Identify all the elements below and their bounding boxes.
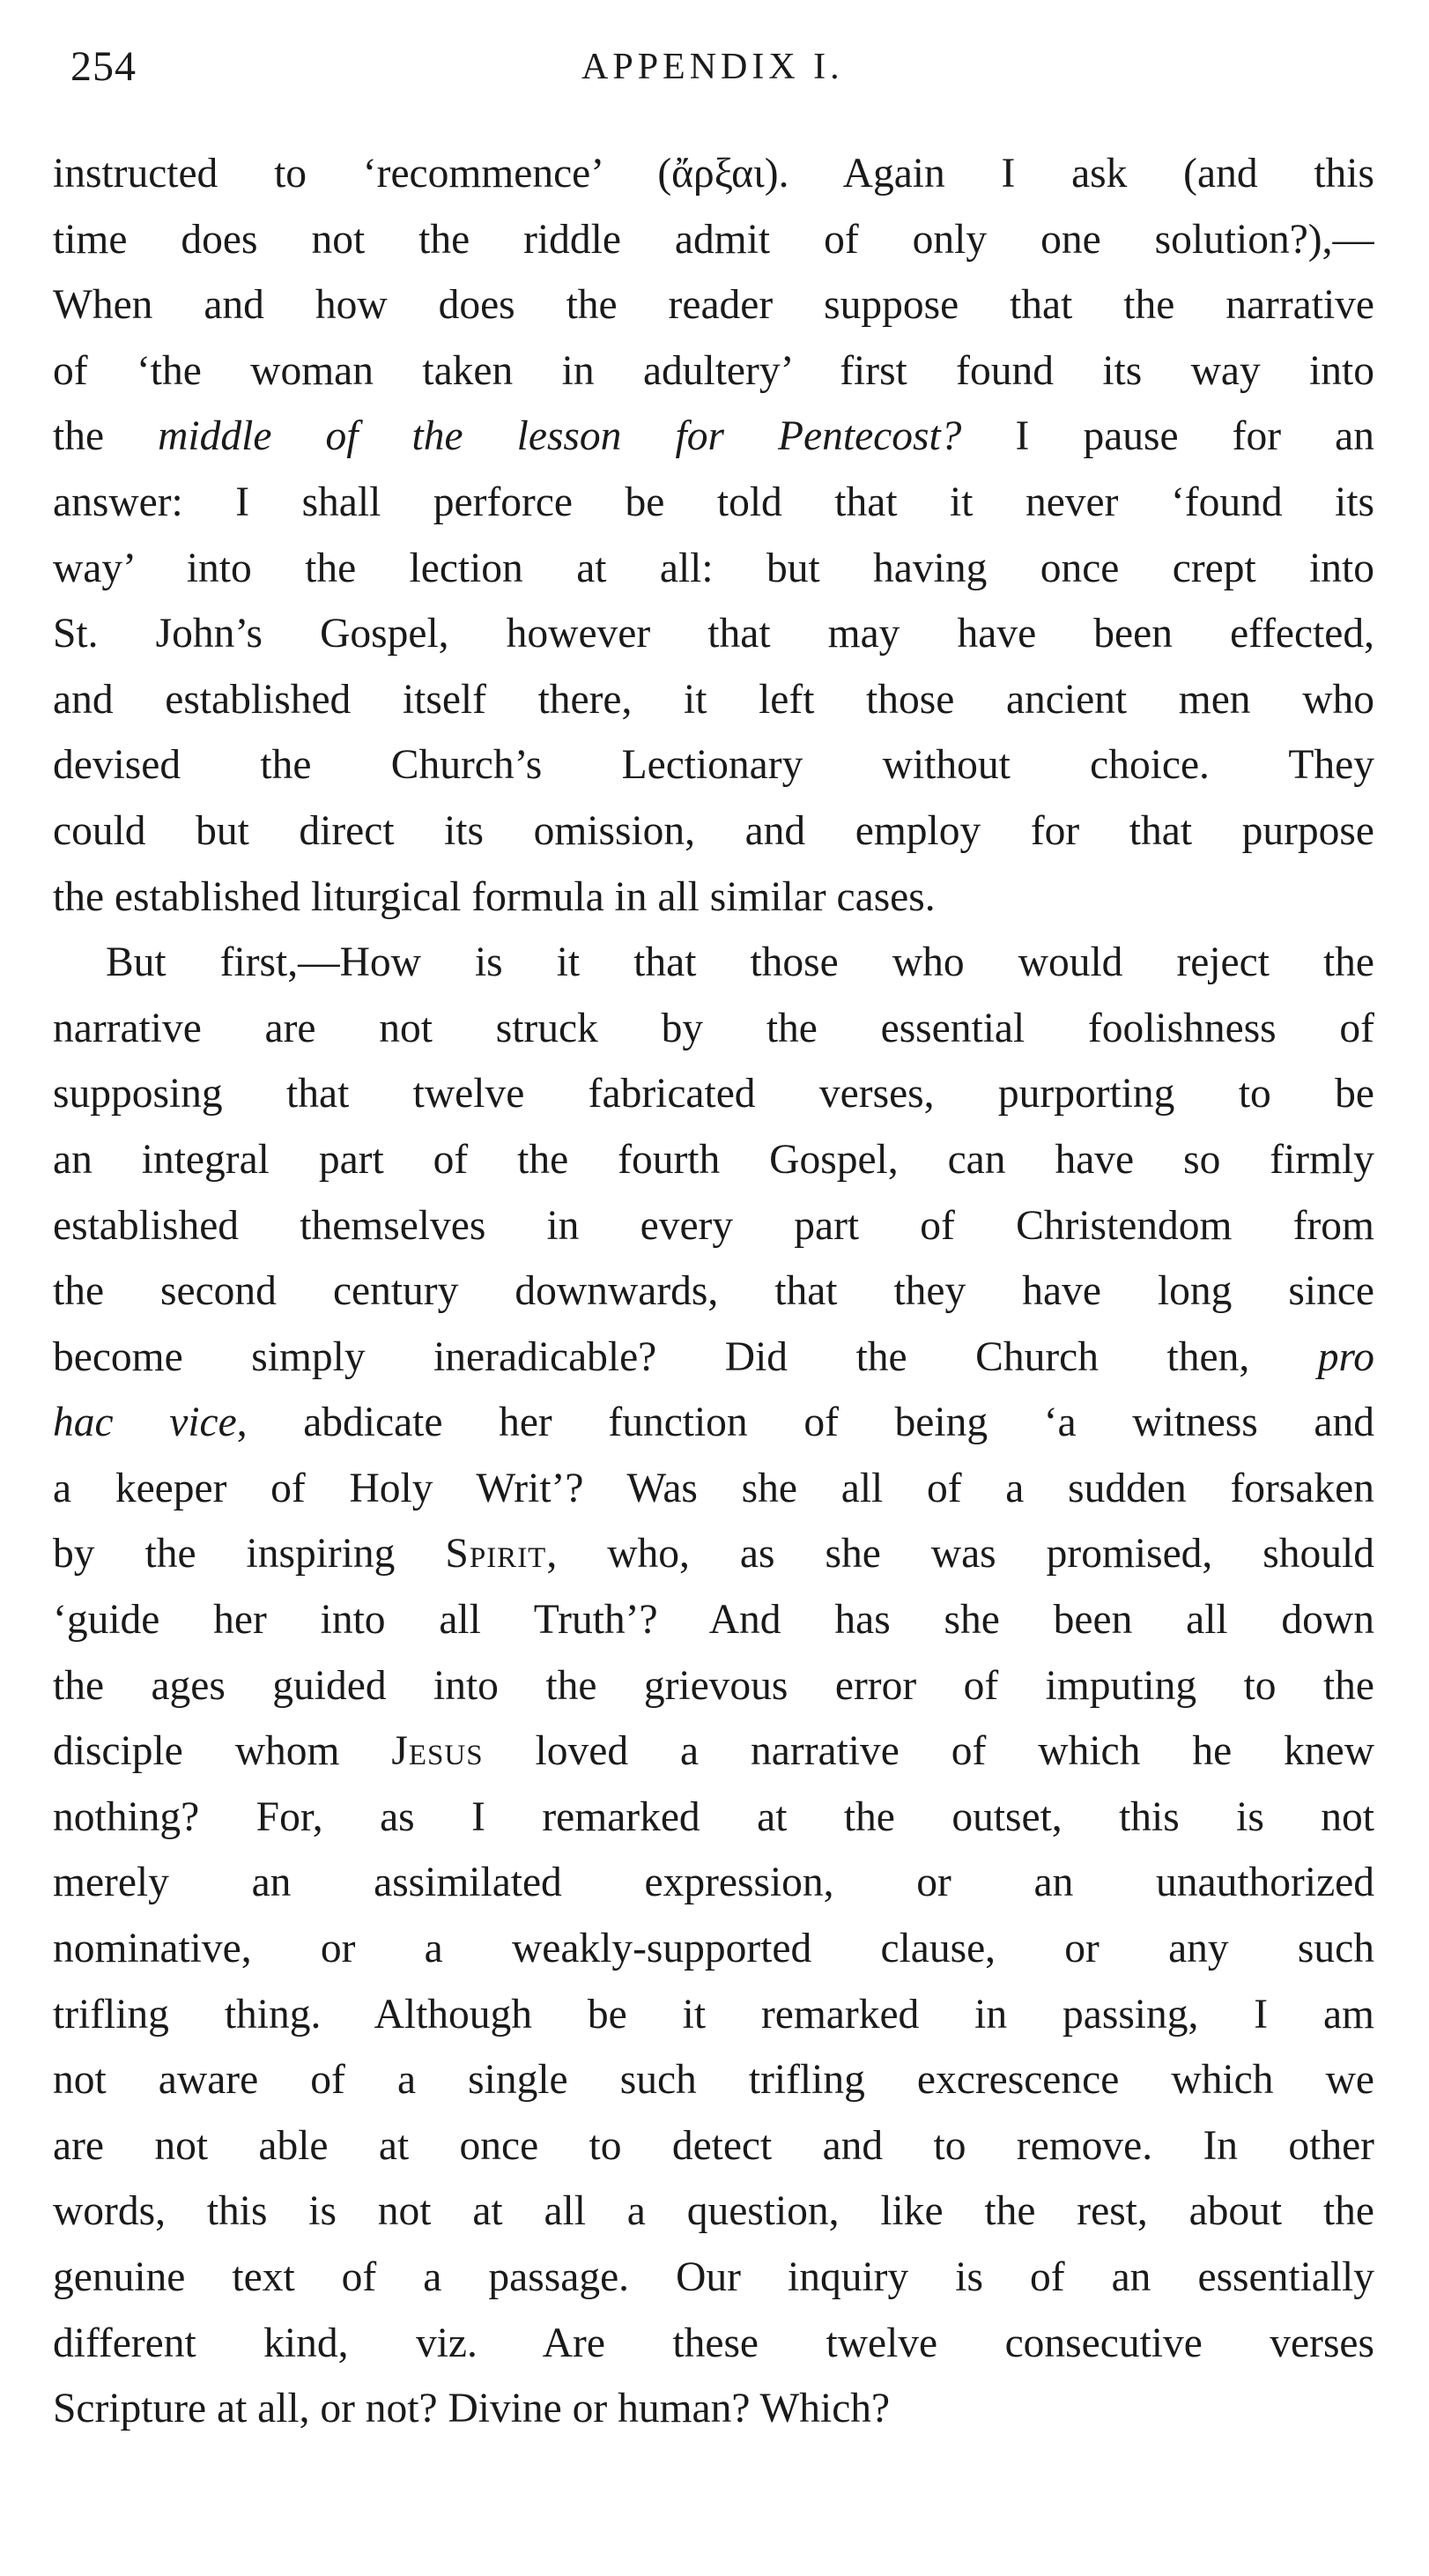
- text-line: [53, 667, 1374, 733]
- text-line: [53, 2376, 1374, 2442]
- text-line: [53, 1456, 1374, 1522]
- text-segment: But first,—How is it that those who would reject the: [106, 939, 1374, 986]
- text-line: [53, 470, 1374, 536]
- text-segment: When and how does the reader suppose that the narrative: [53, 282, 1374, 329]
- text-line: [53, 1258, 1374, 1325]
- text-segment: of ‘the woman taken in adultery’ first found its way into: [53, 347, 1374, 394]
- text-line: [53, 930, 1374, 996]
- text-line: [53, 865, 1374, 931]
- text-line: [53, 996, 1374, 1062]
- text-segment: and established itself there, it left those ancient men who: [53, 676, 1374, 723]
- text-segment: narrative are not struck by the essential foolishness of: [53, 1005, 1374, 1051]
- text-segment: loved a narrative of which he knew: [483, 1728, 1374, 1775]
- text-segment: a keeper of Holy Writ’? Was she all of a sudden forsaken: [53, 1465, 1374, 1511]
- text-line: [53, 1521, 1374, 1587]
- text-line: [53, 1193, 1374, 1259]
- text-line: [53, 732, 1374, 798]
- italic-text: pro: [1317, 1333, 1374, 1380]
- text-segment: nominative, or a weakly-supported clause, or any such: [53, 1926, 1374, 1972]
- running-head: APPENDIX I.: [581, 47, 844, 87]
- text-segment: different kind, viz. Are these twelve consecutive verses: [53, 2320, 1374, 2366]
- text-line: [53, 141, 1374, 207]
- text-segment: disciple whom: [53, 1728, 392, 1775]
- text-segment: way’ into the lection at all: but having once crept into: [53, 545, 1374, 591]
- text-segment: words, this is not at all a question, like the rest, about the: [53, 2188, 1374, 2235]
- text-line: [53, 2311, 1374, 2377]
- text-line: [53, 1390, 1374, 1456]
- text-segment: Scripture at all, or not? Divine or human? Which?: [53, 2386, 891, 2432]
- small-caps-text: Spirit: [445, 1531, 547, 1578]
- text-segment: merely an assimilated expression, or an unauthorized: [53, 1860, 1374, 1906]
- small-caps-text: Jesus: [391, 1728, 484, 1775]
- text-line: [53, 1061, 1374, 1127]
- text-line: [53, 1325, 1374, 1391]
- text-segment: instructed to ‘recommence’ (ἄρξαι). Again I ask (and this: [53, 151, 1374, 197]
- text-segment: by the inspiring: [53, 1531, 446, 1578]
- text-line: [53, 1587, 1374, 1653]
- text-line: [53, 1127, 1374, 1193]
- text-line: [53, 2113, 1374, 2179]
- text-line: [53, 536, 1374, 602]
- text-segment: the second century downwards, that they have long since: [53, 1268, 1374, 1315]
- text-line: [53, 1916, 1374, 1982]
- text-line: [53, 1785, 1374, 1851]
- italic-text: hac vice: [53, 1399, 237, 1446]
- text-segment: are not able at once to detect and to remove. In other: [53, 2122, 1374, 2169]
- text-segment: the ages guided into the grievous error of imputing to the: [53, 1662, 1374, 1709]
- italic-text: middle of the lesson for Pentecost?: [158, 413, 962, 460]
- text-line: [53, 2245, 1374, 2311]
- text-segment: the: [53, 413, 159, 460]
- text-line: [53, 272, 1374, 338]
- text-segment: become simply ineradicable? Did the Church then,: [53, 1333, 1318, 1380]
- text-segment: not aware of a single such trifling excrescence which we: [53, 2057, 1374, 2104]
- text-segment: , who, as she was promised, should: [546, 1531, 1374, 1578]
- text-segment: I pause for an: [961, 413, 1374, 460]
- text-line: [53, 338, 1374, 405]
- body-text: [53, 141, 1374, 2442]
- text-segment: supposing that twelve fabricated verses, purporting to be: [53, 1071, 1374, 1117]
- text-line: [53, 2179, 1374, 2245]
- text-segment: time does not the riddle admit of only one solution?),—: [53, 216, 1374, 263]
- text-segment: nothing? For, as I remarked at the outset, this is not: [53, 1793, 1374, 1840]
- text-line: [53, 207, 1374, 273]
- text-segment: trifling thing. Although be it remarked in passing, I am: [53, 1991, 1374, 2038]
- text-segment: could but direct its omission, and employ for that purpose: [53, 807, 1374, 854]
- page-number: 254: [70, 43, 137, 90]
- text-segment: the established liturgical formula in all similar cases.: [53, 873, 936, 920]
- text-segment: devised the Church’s Lectionary without choice. They: [53, 742, 1374, 789]
- text-line: [53, 1850, 1374, 1916]
- text-line: [53, 798, 1374, 865]
- text-segment: an integral part of the fourth Gospel, can have so firmly: [53, 1136, 1374, 1183]
- text-line: [53, 601, 1374, 667]
- text-segment: answer: I shall perforce be told that it never ‘found its: [53, 479, 1374, 525]
- text-line: [53, 1719, 1374, 1785]
- text-segment: genuine text of a passage. Our inquiry is of an essentially: [53, 2254, 1374, 2300]
- page-header: [0, 42, 1429, 104]
- text-line: [53, 1653, 1374, 1719]
- text-segment: ‘guide her into all Truth’? And has she been all down: [53, 1597, 1374, 1644]
- text-segment: St. John’s Gospel, however that may have been effected,: [53, 611, 1374, 657]
- text-segment: established themselves in every part of Christendom from: [53, 1202, 1374, 1249]
- text-segment: , abdicate her function of being ‘a witness and: [236, 1399, 1374, 1446]
- text-line: [53, 404, 1374, 470]
- text-line: [53, 2047, 1374, 2113]
- text-line: [53, 1982, 1374, 2048]
